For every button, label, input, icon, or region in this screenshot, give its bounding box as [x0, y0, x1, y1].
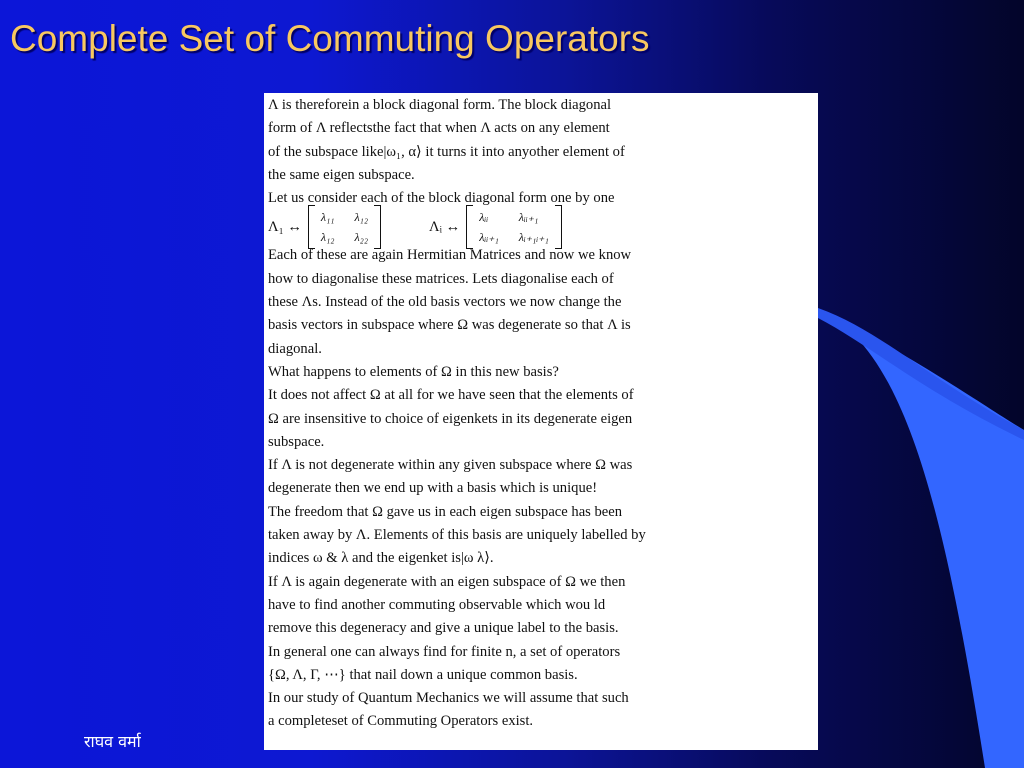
text-line: a completeset of Commuting Operators exist. [268, 713, 534, 730]
text-line: have to find another commuting observable which wou ld [268, 596, 606, 613]
text-line: {Ω, Λ, Γ, ⋯} that nail down a unique common basis. [268, 666, 578, 683]
text-line: degenerate then we end up with a basis which is unique! [268, 480, 598, 497]
text-line: basis vectors in subspace where Ω was degenerate so that Λ is [268, 317, 631, 334]
text-line: these Λs. Instead of the old basis vectors we now change the [268, 294, 622, 311]
matrix-row [268, 210, 814, 244]
slide-title: Complete Set of Commuting Operators [10, 18, 650, 59]
text-line: Let us consider each of the block diagonal form one by one [268, 190, 615, 207]
text-line: form of Λ reflectsthe fact that when Λ acts on any element [268, 120, 610, 137]
text-line: Ω are insensitive to choice of eigenkets in its degenerate eigen [268, 410, 633, 427]
text-line: taken away by Λ. Elements of this basis are uniquely labelled by [268, 527, 646, 544]
text-line: the same eigen subspace. [268, 166, 415, 183]
matrix-cell: λ₁₂ [320, 230, 335, 245]
content-box [264, 93, 818, 750]
author-name: राघव वर्मा [84, 732, 141, 751]
text-line: remove this degeneracy and give a unique label to the basis. [268, 620, 619, 637]
text-line: If Λ is not degenerate within any given subspace where Ω was [268, 457, 633, 474]
text-line: It does not affect Ω at all for we have seen that the elements of [268, 387, 634, 404]
text-line: The freedom that Ω gave us in each eigen subspace has been [268, 503, 623, 520]
text-line: how to diagonalise these matrices. Lets diagonalise each of [268, 270, 614, 287]
text-line: Each of these are again Hermitian Matrices and now we know [268, 247, 632, 264]
matrix-cell: λ₁₂ [354, 210, 369, 225]
text-line: In general one can always find for finite n, a set of operators [268, 643, 621, 660]
text-line: of the subspace like|ω₁, α⟩ it turns it into anyother element of [268, 143, 625, 160]
matrix-cell: λᵢᵢ₊₁ [479, 230, 499, 245]
text-line: What happens to elements of Ω in this new basis? [268, 363, 559, 380]
matrix-left [315, 207, 374, 247]
text-line: indices ω & λ and the eigenket is|ω λ⟩. [268, 550, 494, 567]
matrix-cell: λᵢ₊₁ᵢ₊₁ [518, 230, 549, 245]
bracket-right [555, 205, 562, 249]
matrix-cell: λ₁₁ [320, 210, 335, 225]
matrix-right [473, 207, 555, 247]
matrix-right-symbol: Λᵢ ↔ [429, 219, 461, 236]
matrix-left-symbol: Λ₁ ↔ [268, 219, 302, 236]
matrix-cell: λᵢᵢ [479, 210, 489, 225]
bracket-right [374, 205, 381, 249]
bracket-left [466, 205, 473, 249]
bracket-left [308, 205, 315, 249]
text-line: diagonal. [268, 340, 322, 357]
matrix-cell: λᵢᵢ₊₁ [518, 210, 539, 225]
text-line: In our study of Quantum Mechanics we will assume that such [268, 690, 629, 707]
text-line: Λ is thereforein a block diagonal form. The block diagonal [268, 97, 612, 113]
text-line: If Λ is again degenerate with an eigen subspace of Ω we then [268, 573, 626, 590]
matrix-cell: λ₂₂ [354, 230, 369, 245]
text-line: subspace. [268, 433, 325, 450]
